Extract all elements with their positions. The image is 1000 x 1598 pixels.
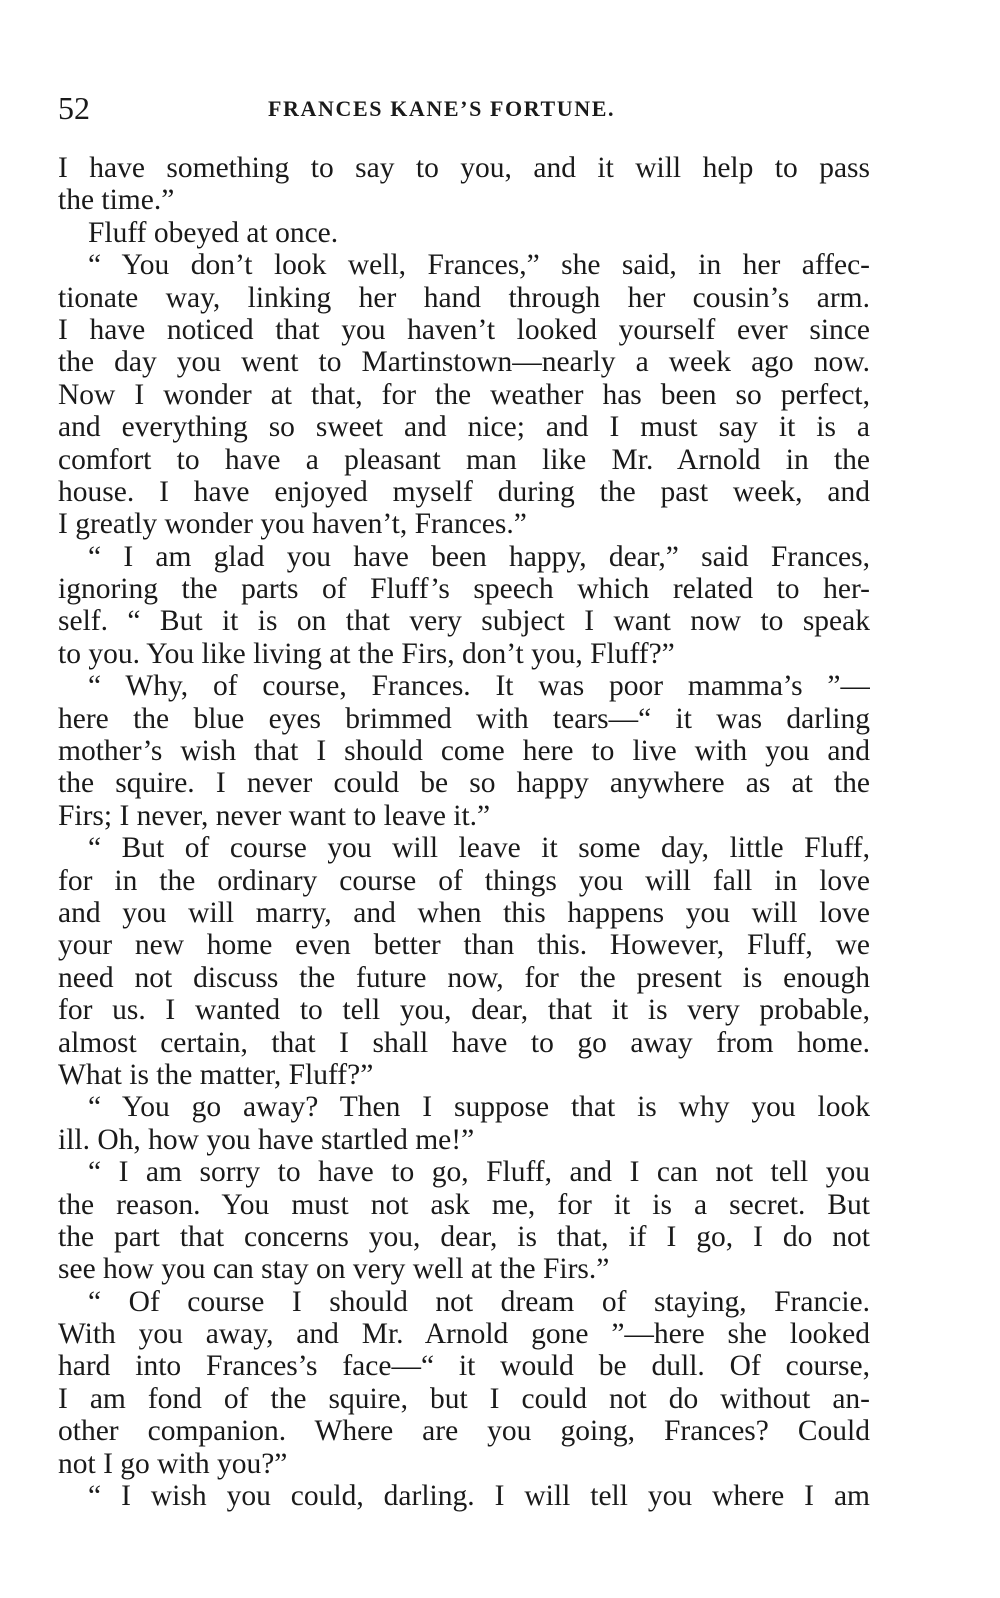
page-number: 52 [58,90,90,126]
text-line: need not discuss the future now, for the present is enough [58,961,870,994]
text-line: house. I have enjoyed myself during the past week, and [58,475,870,508]
text-line: for in the ordinary course of things you will fall in love [58,864,870,897]
text-line: self. “ But it is on that very subject I want now to speak [58,605,870,638]
text-line: “ You don’t look well, Frances,” she said, in her affec- [88,249,870,282]
text-line: With you away, and Mr. Arnold gone ”—here she looked [58,1318,870,1351]
book-title: FRANCES KANE’S FORTUNE. [268,96,616,121]
text-line: the reason. You must not ask me, for it is a secret. But [58,1188,870,1221]
text-line: I greatly wonder you haven’t, Frances.” [58,508,527,541]
text-line: What is the matter, Fluff?” [58,1058,374,1091]
text-line: Firs; I never, never want to leave it.” [58,799,491,832]
text-line: the day you went to Martinstown—nearly a week ago now. [58,346,870,379]
text-line: “ You go away? Then I suppose that is why you look [88,1091,870,1124]
body-text [58,152,870,1512]
text-line: I have noticed that you haven’t looked yourself ever since [58,313,870,346]
text-line: tionate way, linking her hand through her cousin’s arm. [58,281,870,314]
text-line: “ I wish you could, darling. I will tell you where I am [88,1480,870,1513]
running-head [58,88,878,128]
text-line: Fluff obeyed at once. [88,216,339,249]
text-line: “ But of course you will leave it some day, little Fluff, [88,832,870,865]
text-line: I am fond of the squire, but I could not do without an- [58,1382,870,1415]
text-line: hard into Frances’s face—“ it would be dull. Of course, [58,1350,870,1383]
text-line: to you. You like living at the Firs, don’t you, Fluff?” [58,637,675,670]
text-line: here the blue eyes brimmed with tears—“ it was darling [58,702,870,735]
text-line: mother’s wish that I should come here to live with you and [58,735,870,768]
text-line: Now I wonder at that, for the weather has been so perfect, [58,378,870,411]
text-line: I have something to say to you, and it will help to pass [58,152,870,184]
text-line: see how you can stay on very well at the Firs.” [58,1253,610,1286]
text-line: the time.” [58,184,175,217]
text-line: “ I am sorry to have to go, Fluff, and I can not tell you [88,1156,870,1189]
text-line: almost certain, that I shall have to go away from home. [58,1026,870,1059]
text-line: “ Of course I should not dream of staying, Francie. [88,1285,870,1318]
text-line: and you will marry, and when this happens you will love [58,896,870,929]
text-line: the part that concerns you, dear, is that, if I go, I do not [58,1220,870,1253]
text-line: and everything so sweet and nice; and I must say it is a [58,411,870,444]
text-line: comfort to have a pleasant man like Mr. Arnold in the [58,443,870,476]
text-line: other companion. Where are you going, Frances? Could [58,1415,870,1448]
text-line: for us. I wanted to tell you, dear, that it is very probable, [58,994,870,1027]
text-line: “ Why, of course, Frances. It was poor mamma’s ”— [88,670,870,703]
text-line: “ I am glad you have been happy, dear,” said Frances, [88,540,870,573]
text-line: the squire. I never could be so happy anywhere as at the [58,767,870,800]
text-line: ill. Oh, how you have startled me!” [58,1123,475,1156]
text-line: not I go with you?” [58,1447,288,1480]
text-line: your new home even better than this. However, Fluff, we [58,929,870,962]
text-line: ignoring the parts of Fluff’s speech which related to her- [58,573,870,606]
